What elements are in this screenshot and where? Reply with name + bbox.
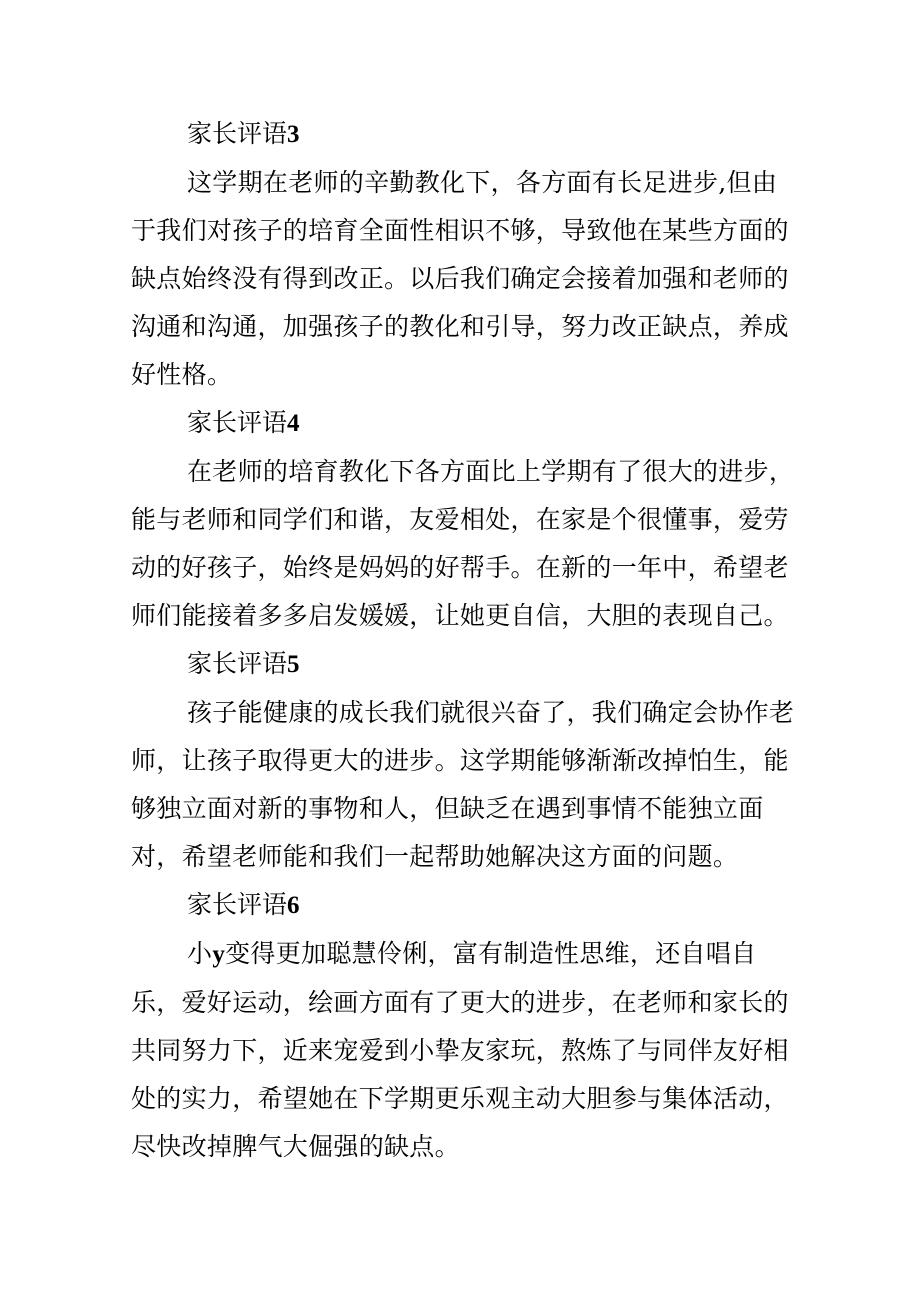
section-heading (131, 110, 791, 159)
paragraph-line: 在老师的培育教化下各方面比上学期有了很大的进步， (187, 457, 795, 486)
section-heading-label: 家长评语 (187, 890, 288, 919)
text-run: 变得更加聪慧伶俐，富有制造性思维，还自唱自 (225, 939, 757, 968)
section-heading-label: 家长评语 (187, 119, 288, 148)
paragraph-line: 缺点始终没有得到改正。以后我们确定会接着加强和老师的 (131, 264, 789, 293)
paragraph-line: 动的好孩子，始终是妈妈的好帮手。在新的一年中，希望老 (131, 553, 789, 582)
section-heading-number: 3 (287, 121, 300, 148)
paragraph-line: 于我们对孩子的培育全面性相识不够，导致他在某些方面的 (131, 216, 789, 245)
paragraph-line: 孩子能健康的成长我们就很兴奋了，我们确定会协作老 (187, 698, 795, 727)
paragraph-line: 处的实力，希望她在下学期更乐观主动大胆参与集体活动， (131, 1084, 789, 1113)
paragraph (131, 448, 795, 640)
paragraph-line: 沟通和沟通，加强孩子的教化和引导，努力改正缺点，养成 (131, 312, 789, 341)
paragraph (131, 159, 791, 399)
section-heading-label: 家长评语 (187, 649, 288, 678)
paragraph-line: 尽快改掉脾气大倔强的缺点。 (131, 1132, 460, 1161)
paragraph-line: 对，希望老师能和我们一起帮助她解决这方面的问题。 (131, 842, 739, 871)
paragraph-line: 共同努力下，近来宠爱到小挚友家玩，熬炼了与同伴友好相 (131, 1036, 789, 1065)
paragraph-line: 够独立面对新的事物和人，但缺乏在遇到事情不能独立面 (131, 794, 764, 823)
section-heading-number: 6 (287, 892, 300, 919)
text-run-latin: y (212, 941, 226, 968)
paragraph-line: 好性格。 (131, 360, 233, 389)
text-run: 小 (187, 939, 213, 968)
section-heading (131, 881, 791, 930)
section-heading (131, 399, 791, 448)
section-heading-number: 5 (287, 651, 300, 678)
section-heading (131, 640, 791, 689)
paragraph-line (131, 930, 791, 979)
paragraph-line: 这学期在老师的辛勤教化下，各方面有长足进步,但由 (187, 168, 778, 197)
paragraph-line: 师们能接着多多启发媛媛，让她更自信，大胆的表现自己。 (131, 601, 789, 630)
paragraph-line: 乐，爱好运动，绘画方面有了更大的进步，在老师和家长的 (131, 988, 789, 1017)
paragraph (131, 689, 795, 881)
paragraph (131, 930, 791, 1171)
paragraph-line: 师，让孩子取得更大的进步。这学期能够渐渐改掉怕生，能 (131, 746, 789, 775)
document-body (131, 110, 795, 1171)
paragraph-line: 能与老师和同学们和谐，友爱相处，在家是个很懂事，爱劳 (131, 505, 789, 534)
section-heading-label: 家长评语 (187, 408, 288, 437)
section-heading-number: 4 (287, 410, 300, 437)
